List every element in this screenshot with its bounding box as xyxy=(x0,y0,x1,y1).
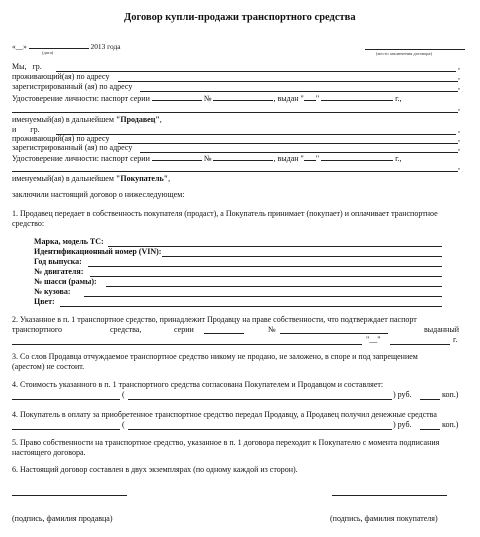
kop-field[interactable] xyxy=(420,429,440,430)
word-issued: выданный xyxy=(424,325,459,334)
buyer-number-field[interactable] xyxy=(213,153,273,161)
seller-passport-line xyxy=(12,93,401,103)
year-suffix: г. xyxy=(453,335,458,344)
seller-signature-caption: (подпись, фамилия продавца) xyxy=(12,514,113,523)
vehicle-field-input[interactable] xyxy=(162,256,442,257)
seller-number-field[interactable] xyxy=(213,93,273,101)
comma: , xyxy=(458,62,460,71)
vehicle-field-input[interactable] xyxy=(60,306,442,307)
date-field[interactable] xyxy=(29,41,89,49)
vehicle-field-label: № двигателя: xyxy=(34,267,84,276)
buyer-passport-line xyxy=(12,153,401,163)
we-label: Мы, xyxy=(12,62,27,71)
seller-role: "Продавец" xyxy=(115,115,160,124)
clause5-line2: настоящего договора. xyxy=(12,448,86,457)
word-series: серии xyxy=(174,325,194,334)
kop-field[interactable] xyxy=(420,399,440,400)
issued-label: , выдан xyxy=(273,94,299,103)
clause5-line1: 5. Право собственности на транспортное средство, указанное в п. 1 договора переходит к Покупателю с момента подписания xyxy=(12,438,440,447)
year-suffix: г., xyxy=(395,94,402,103)
clause1-line1: 1. Продавец передает в собственность покупателя (продаст), а Покупатель принимает (покупает) и оплачивает транспортное xyxy=(12,209,438,218)
comma: , xyxy=(458,162,460,171)
clause4-line1: 4. Стоимость указанного в п. 1 транспортного средства согласована Покупателем и Продавцом и составляет: xyxy=(12,380,384,389)
pts-month-field[interactable] xyxy=(390,344,450,345)
document-title: Договор купли-продажи транспортного средства xyxy=(124,12,356,23)
buyer-series-field[interactable] xyxy=(152,153,202,161)
seller-residing-field[interactable] xyxy=(118,81,458,82)
buyer-registered-label: зарегистрированный (ая) по адресу xyxy=(12,143,133,152)
buyer-named-line xyxy=(12,175,170,183)
clause6: 6. Настоящий договор составлен в двух экземплярах (по одному каждой из сторон). xyxy=(12,465,298,474)
quote: " xyxy=(300,94,304,103)
comma: , xyxy=(458,72,460,81)
named-label: именуемый(ая) в дальнейшем xyxy=(12,115,114,124)
date-caption: (дата) xyxy=(42,50,54,55)
seller-issuer-field[interactable] xyxy=(12,112,458,113)
buyer-residing-label: проживающий(ая) по адресу xyxy=(12,134,110,143)
seller-month-field[interactable] xyxy=(321,93,393,101)
vehicle-field-label: Идентификационный номер (VIN): xyxy=(34,247,162,256)
buyer-signature-field[interactable] xyxy=(332,495,447,496)
buyer-day-field[interactable] xyxy=(304,153,316,161)
price-words-field[interactable] xyxy=(128,399,392,400)
rub-label: ) руб. xyxy=(393,420,412,429)
pts-issuer-field[interactable] xyxy=(12,344,362,345)
city-label: гр. xyxy=(32,62,42,71)
price-digits-field[interactable] xyxy=(12,399,120,400)
pts-date-quotes: "__" xyxy=(366,335,381,344)
seller-series-field[interactable] xyxy=(152,93,202,101)
number-sign: № xyxy=(203,154,212,163)
seller-line-we xyxy=(12,63,42,71)
comma: , xyxy=(458,143,460,152)
quote: " xyxy=(300,154,304,163)
year-suffix: г., xyxy=(395,154,402,163)
paid-digits-field[interactable] xyxy=(12,429,120,430)
vehicle-field-label: № шасси (рамы): xyxy=(34,277,97,286)
quote: " xyxy=(315,154,320,163)
city-label: гр. xyxy=(30,125,40,134)
comma: , xyxy=(168,174,171,183)
vehicle-field-input[interactable] xyxy=(106,286,442,287)
vehicle-field-label: Год выпуска: xyxy=(34,257,82,266)
paid-words-field[interactable] xyxy=(128,429,392,430)
and-label: и xyxy=(12,125,17,134)
comma: , xyxy=(458,82,460,91)
seller-registered-label: зарегистрированный (ая) по адресу xyxy=(12,82,133,91)
pts-series-field[interactable] xyxy=(204,326,244,334)
clause2-line2 xyxy=(12,326,462,334)
word-means: средства, xyxy=(110,325,142,334)
clause1-line2: средство: xyxy=(12,219,45,228)
buyer-residing-field[interactable] xyxy=(118,143,458,144)
seller-registered-field[interactable] xyxy=(140,91,458,92)
issued-label: , выдан xyxy=(273,154,299,163)
clause3-line1: 3. Со слов Продавца отчуждаемое транспортное средство никому не продано, не заложено, в споре и под запрещением xyxy=(12,352,418,361)
seller-signature-field[interactable] xyxy=(12,495,127,496)
buyer-issuer-field[interactable] xyxy=(12,171,458,172)
place-caption: (место заключения договора) xyxy=(376,51,433,56)
kop-label: коп.) xyxy=(442,420,459,429)
comma: , xyxy=(458,103,460,112)
comma: , xyxy=(458,125,460,134)
seller-residing-label: проживающий(ая) по адресу xyxy=(12,72,110,81)
paren-open: ( xyxy=(122,420,125,429)
place-field[interactable] xyxy=(365,49,465,50)
number-sign: № xyxy=(203,94,212,103)
clause4b-line1: 4. Покупатель в оплату за приобретенное транспортное средство передал Продавцу, а Продавец получил денежные средства xyxy=(12,410,437,419)
seller-named-line xyxy=(12,116,162,124)
date-line xyxy=(12,41,121,50)
named-label: именуемый(ая) в дальнейшем xyxy=(12,174,114,183)
buyer-month-field[interactable] xyxy=(321,153,393,161)
rub-label: ) руб. xyxy=(393,390,412,399)
comma: , xyxy=(458,134,460,143)
vehicle-field-input[interactable] xyxy=(88,266,442,267)
vehicle-field-label: Цвет: xyxy=(34,297,55,306)
buyer-name-field[interactable] xyxy=(56,134,456,135)
concluded-text: заключили настоящий договор о нижеследующем: xyxy=(12,190,185,199)
seller-day-field[interactable] xyxy=(304,93,316,101)
buyer-line-and xyxy=(12,126,40,134)
vehicle-field-input[interactable] xyxy=(84,296,442,297)
passport-label: Удостоверение личности: паспорт серии xyxy=(12,94,150,103)
paren-open: ( xyxy=(122,390,125,399)
buyer-role: "Покупатель" xyxy=(115,174,169,183)
buyer-signature-caption: (подпись, фамилия покупателя) xyxy=(330,514,438,523)
word-transport: транспортного xyxy=(12,325,63,334)
clause2-line1: 2. Указанное в п. 1 транспортное средство, принадлежит Продавцу на праве собственности, что подтверждает паспорт xyxy=(12,315,417,324)
vehicle-field-input[interactable] xyxy=(90,276,442,277)
date-prefix: «__» xyxy=(12,42,27,51)
seller-name-field[interactable] xyxy=(56,71,456,72)
kop-label: коп.) xyxy=(442,390,459,399)
quote: " xyxy=(315,94,320,103)
pts-number-field[interactable] xyxy=(280,326,388,334)
passport-label: Удостоверение личности: паспорт серии xyxy=(12,154,150,163)
vehicle-field-label: Марка, модель ТС: xyxy=(34,237,104,246)
comma: , xyxy=(159,115,162,124)
vehicle-field-label: № кузова: xyxy=(34,287,71,296)
number-sign: № xyxy=(268,325,276,334)
clause3-line2: (арестом) не состоит. xyxy=(12,362,85,371)
date-year: 2013 года xyxy=(90,42,121,51)
